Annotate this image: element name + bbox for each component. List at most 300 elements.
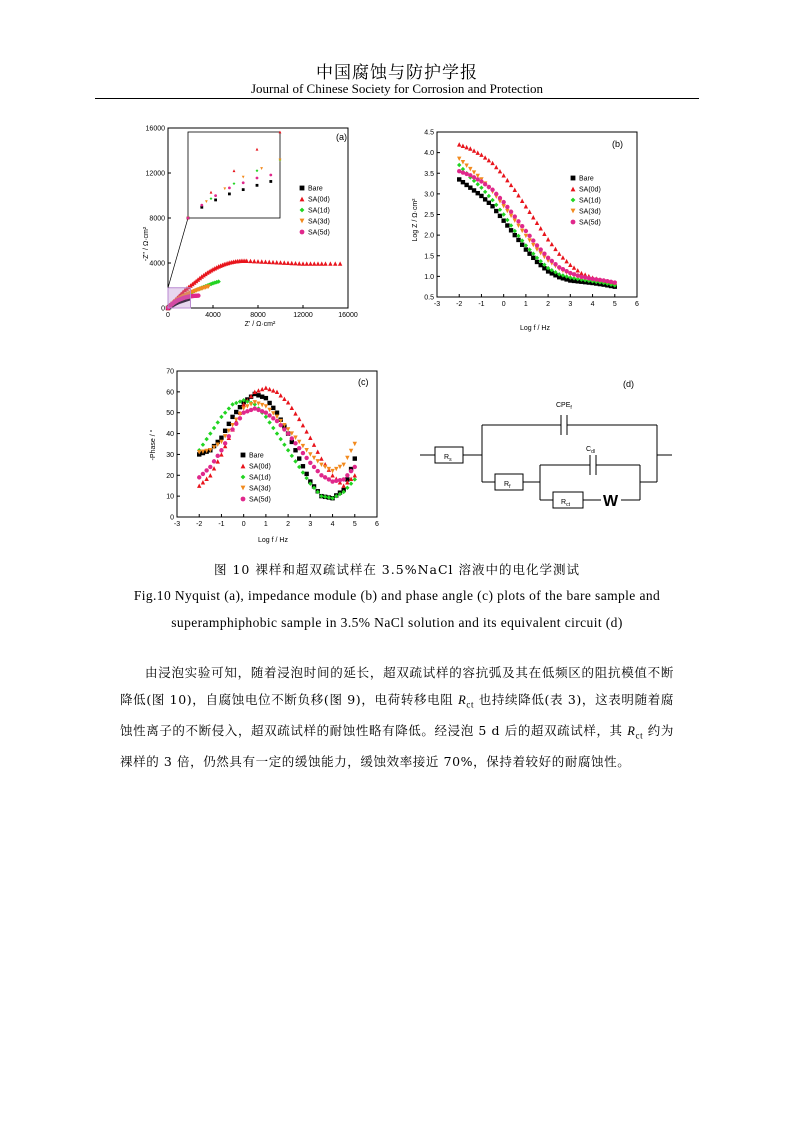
c-point	[308, 436, 312, 440]
b-plot-frame	[437, 132, 637, 297]
a-legend-marker	[300, 197, 305, 202]
c-point	[271, 388, 275, 392]
c-point	[312, 465, 316, 469]
b-point	[531, 243, 535, 247]
a-point	[323, 261, 327, 265]
a-legend-label: Bare	[308, 185, 323, 193]
b-point	[520, 224, 524, 228]
c-point	[286, 448, 290, 452]
a-inset-point	[228, 187, 231, 190]
c-point	[304, 429, 308, 433]
c-point	[227, 406, 231, 410]
a-point	[263, 259, 267, 263]
b-point	[505, 205, 509, 209]
c-point	[308, 452, 312, 456]
c-point	[234, 422, 238, 426]
b-x-tick-label: 5	[612, 301, 617, 308]
c-point	[197, 475, 201, 479]
b-point	[520, 199, 524, 203]
a-point	[248, 259, 252, 263]
b-legend-marker	[571, 220, 576, 225]
c-point	[293, 448, 297, 452]
c-point	[327, 477, 331, 481]
b-point	[498, 214, 502, 218]
a-point	[256, 259, 260, 263]
c-point	[271, 426, 275, 430]
b-point	[513, 218, 517, 222]
rct-label: $R_{ct}$	[561, 499, 570, 508]
c-point	[275, 419, 279, 423]
c-point	[201, 480, 205, 484]
b-x-tick-label: -3	[433, 301, 441, 308]
a-point	[308, 261, 312, 265]
c-point	[338, 465, 342, 469]
b-y-tick-label: 3.5	[424, 170, 434, 178]
c-point	[301, 464, 305, 468]
a-point	[290, 261, 294, 265]
a-x-tick-label: 16000	[338, 312, 358, 319]
b-point	[531, 215, 535, 219]
c-legend-marker	[241, 497, 246, 502]
b-point	[587, 276, 591, 280]
c-point	[345, 473, 349, 477]
c-point	[223, 441, 227, 445]
a-point	[267, 260, 271, 264]
b-point	[583, 275, 587, 279]
c-x-tick-label: 5	[352, 521, 357, 528]
b-point	[487, 158, 491, 162]
b-x-tick-label: -2	[456, 301, 463, 308]
a-inset-point	[256, 177, 259, 180]
c-point	[267, 401, 271, 405]
b-point	[527, 234, 531, 238]
a-y-tick-label: 16000	[145, 125, 165, 133]
c-legend-label: Bare	[249, 452, 264, 460]
c-point	[260, 387, 264, 391]
c-x-tick-label: 1	[263, 521, 268, 528]
c-legend-label: SA(1d)	[249, 474, 271, 482]
b-point	[494, 165, 498, 169]
cdl-label: $C_{dl}$	[586, 446, 595, 455]
c-point	[260, 403, 264, 407]
c-point	[301, 423, 305, 427]
b-point	[472, 175, 476, 179]
body-paragraph	[120, 660, 674, 775]
rct-symbol-2: $R_{ct}$	[627, 723, 644, 740]
c-point	[353, 473, 357, 477]
b-point	[590, 277, 594, 281]
c-point	[204, 468, 208, 472]
c-y-tick-label: 10	[166, 493, 174, 501]
a-legend-marker	[300, 208, 305, 213]
c-point	[319, 456, 323, 460]
warburg-element: W	[603, 493, 619, 510]
b-y-tick-label: 1.5	[424, 253, 434, 261]
b-legend-label: Bare	[579, 175, 594, 183]
c-point	[219, 436, 223, 440]
b-point	[527, 210, 531, 214]
c-point	[279, 437, 283, 441]
b-point	[490, 188, 494, 192]
b-point	[598, 278, 602, 282]
c-point	[223, 429, 227, 433]
b-x-tick-label: 6	[635, 301, 639, 308]
a-inset-point	[214, 194, 217, 197]
b-point	[524, 229, 528, 233]
c-point	[330, 469, 334, 473]
a-x-tick-label: 0	[166, 312, 170, 319]
b-legend-marker	[571, 209, 576, 214]
b-point	[457, 142, 461, 146]
c-point	[316, 449, 320, 453]
c-y-tick-label: 50	[166, 410, 174, 418]
b-point	[553, 262, 557, 266]
b-legend-marker	[571, 176, 576, 181]
b-legend-label: SA(5d)	[579, 219, 601, 227]
b-y-tick-label: 4.5	[424, 129, 434, 137]
b-point	[457, 157, 461, 161]
c-point	[338, 478, 342, 482]
a-y-tick-label: 8000	[149, 215, 165, 223]
c-point	[212, 459, 216, 463]
a-point	[316, 261, 320, 265]
c-point	[271, 416, 275, 420]
c-point	[349, 469, 353, 473]
a-inset-point	[256, 184, 259, 187]
c-point	[234, 401, 238, 405]
c-point	[330, 479, 334, 483]
a-point	[196, 293, 200, 297]
b-point	[542, 232, 546, 236]
c-point	[304, 456, 308, 460]
b-point	[472, 170, 476, 174]
b-legend-label: SA(3d)	[579, 208, 601, 216]
c-point	[256, 388, 260, 392]
b-point	[479, 179, 483, 183]
b-legend-marker	[571, 187, 576, 192]
c-point	[293, 436, 297, 440]
b-point	[468, 146, 472, 150]
a-inset-point	[214, 199, 217, 202]
c-y-tick-label: 30	[166, 451, 174, 459]
c-point	[290, 406, 294, 410]
figure-caption-en: Fig.10 Nyquist (a), impedance module (b) and phase angle (c) plots of the bare sample and superamphiphobic sample in 3.5% NaCl solution and its equivalent circuit (d)	[133, 588, 661, 630]
b-point	[601, 278, 605, 282]
c-point	[245, 404, 249, 408]
c-point	[319, 463, 323, 467]
b-point	[464, 163, 468, 167]
c-legend-label: SA(0d)	[249, 463, 271, 471]
c-point	[216, 454, 220, 458]
c-point	[267, 420, 271, 424]
b-point	[535, 221, 539, 225]
b-y-tick-label: 2.0	[424, 232, 434, 240]
b-point	[479, 185, 483, 189]
b-x-tick-label: 1	[523, 301, 528, 308]
c-point	[279, 423, 283, 427]
b-point	[483, 190, 487, 194]
x-axis-label-c: Log f / Hz	[258, 537, 288, 544]
b-point	[461, 160, 465, 164]
c-point	[290, 436, 294, 440]
c-point	[353, 456, 357, 460]
b-point	[546, 256, 550, 260]
b-point	[490, 204, 494, 208]
b-point	[535, 243, 539, 247]
c-point	[238, 416, 242, 420]
c-point	[208, 465, 212, 469]
b-point	[613, 280, 617, 284]
b-point	[468, 167, 472, 171]
a-point	[297, 261, 301, 265]
c-point	[293, 441, 297, 445]
b-point	[516, 193, 520, 197]
a-point	[278, 260, 282, 264]
c-point	[264, 385, 268, 389]
c-point	[293, 411, 297, 415]
b-x-tick-label: 2	[546, 301, 551, 308]
c-point	[208, 473, 212, 477]
b-point	[516, 238, 520, 242]
x-axis-label-a: Z' / Ω·cm²	[244, 321, 276, 328]
c-point	[304, 472, 308, 476]
c-point	[282, 442, 286, 446]
b-point	[476, 150, 480, 154]
b-point	[479, 152, 483, 156]
c-point	[282, 397, 286, 401]
b-point	[516, 224, 520, 228]
c-point	[282, 427, 286, 431]
c-point	[341, 477, 345, 481]
cpef-label: $CPE_f$	[556, 402, 572, 411]
b-point	[546, 237, 550, 241]
b-point	[579, 275, 583, 279]
c-point	[301, 444, 305, 448]
a-zoom-connector	[168, 218, 188, 288]
rs-label: $R_s$	[444, 454, 452, 463]
b-point	[572, 265, 576, 269]
c-x-tick-label: -1	[218, 521, 225, 528]
b-point	[524, 204, 528, 208]
c-point	[312, 442, 316, 446]
a-y-tick-label: 0	[161, 305, 165, 313]
c-point	[312, 456, 316, 460]
c-point	[230, 427, 234, 431]
b-point	[516, 219, 520, 223]
b-point	[513, 214, 517, 218]
c-point	[323, 475, 327, 479]
b-point	[605, 279, 609, 283]
a-point	[338, 261, 342, 265]
bode-modulus-plot	[405, 120, 645, 335]
c-point	[275, 411, 279, 415]
c-point	[308, 461, 312, 465]
a-legend-label: SA(1d)	[308, 207, 330, 215]
c-point	[327, 467, 331, 471]
rf-label: $R_f$	[504, 481, 511, 490]
c-x-tick-label: 6	[375, 521, 379, 528]
b-point	[501, 173, 505, 177]
c-point	[345, 456, 349, 460]
c-point	[264, 404, 268, 408]
a-legend-label: SA(3d)	[308, 218, 330, 226]
b-point	[501, 200, 505, 204]
b-point	[464, 145, 468, 149]
b-x-tick-label: 0	[501, 301, 506, 308]
equivalent-circuit	[415, 370, 685, 530]
c-point	[297, 456, 301, 460]
c-point	[223, 411, 227, 415]
b-y-tick-label: 0.5	[424, 294, 434, 302]
b-point	[539, 247, 543, 251]
b-point	[483, 155, 487, 159]
c-point	[264, 411, 268, 415]
c-point	[204, 477, 208, 481]
b-point	[494, 209, 498, 213]
body-text-part-3: 约为裸样的 3 倍，仍然具有一定的缓蚀能力，缓蚀效率接近 70%，保持着较好的耐腐蚀性。	[120, 722, 674, 769]
c-point	[201, 442, 205, 446]
b-point	[557, 251, 561, 255]
b-point	[501, 218, 505, 222]
b-x-tick-label: -1	[478, 301, 485, 308]
c-point	[316, 459, 320, 463]
a-point	[301, 261, 305, 265]
b-point	[550, 242, 554, 246]
c-point	[334, 479, 338, 483]
a-point	[260, 259, 264, 263]
c-point	[286, 431, 290, 435]
c-point	[208, 431, 212, 435]
c-point	[316, 469, 320, 473]
b-y-tick-label: 2.5	[424, 212, 434, 219]
a-y-tick-label: 4000	[149, 260, 165, 268]
b-point	[505, 178, 509, 182]
a-inset-point	[242, 181, 245, 184]
b-point	[513, 188, 517, 192]
c-point	[267, 387, 271, 391]
body-text-part-2: 也持续降低(表 3)，这表明随着腐蚀性离子的不断侵入，超双疏试样的耐蚀性略有降低。经浸泡 5 d 后的超双疏试样，其	[120, 691, 674, 738]
a-point	[282, 260, 286, 264]
journal-title-cn: 中国腐蚀与防护学报	[316, 63, 478, 83]
a-point	[293, 261, 297, 265]
a-inset-point	[187, 217, 190, 220]
c-point	[271, 406, 275, 410]
c-legend-marker	[241, 475, 246, 480]
b-point	[609, 280, 613, 284]
b-y-tick-label: 3.0	[424, 191, 434, 199]
y-axis-label-b: Log Z / Ω·cm²	[412, 198, 419, 242]
b-point	[553, 247, 557, 251]
a-inset-point	[269, 174, 272, 177]
b-y-tick-label: 1.0	[424, 273, 434, 281]
b-point	[501, 204, 505, 208]
b-point	[539, 226, 543, 230]
panel-d-label: (d)	[623, 379, 634, 389]
a-point	[320, 261, 324, 265]
c-y-tick-label: 0	[170, 514, 174, 522]
a-inset-point	[228, 193, 231, 196]
b-x-tick-label: 4	[590, 301, 595, 308]
b-point	[531, 238, 535, 242]
c-point	[334, 467, 338, 471]
b-point	[461, 144, 465, 148]
c-point	[323, 465, 327, 469]
figure-caption-cn: 图 10 裸样和超双疏试样在 3.5%NaCl 溶液中的电化学测试	[213, 562, 580, 577]
rct-symbol: $R_{ct}$	[458, 692, 475, 709]
a-legend-label: SA(0d)	[308, 196, 330, 204]
c-x-tick-label: -2	[196, 521, 203, 528]
b-point	[520, 243, 524, 247]
c-point	[227, 422, 231, 426]
a-legend-marker	[300, 219, 305, 224]
a-legend-marker	[300, 186, 305, 191]
c-point	[234, 410, 238, 414]
c-legend-label: SA(5d)	[249, 496, 271, 504]
a-legend-marker	[300, 230, 305, 235]
c-x-tick-label: 0	[241, 521, 246, 528]
c-point	[353, 465, 357, 469]
b-y-tick-label: 4.0	[424, 150, 434, 158]
c-point	[304, 448, 308, 452]
bode-phase-plot	[145, 365, 385, 550]
b-point	[509, 210, 513, 214]
c-point	[297, 417, 301, 421]
c-point	[279, 393, 283, 397]
a-point	[305, 261, 309, 265]
c-point	[230, 415, 234, 419]
c-point	[256, 401, 260, 405]
c-point	[267, 413, 271, 417]
c-point	[286, 400, 290, 404]
a-inset-point	[200, 204, 203, 207]
b-point	[505, 209, 509, 213]
c-point	[301, 451, 305, 455]
a-point	[275, 260, 279, 264]
c-legend-marker	[241, 464, 246, 469]
c-x-tick-label: 3	[308, 521, 313, 528]
c-point	[275, 431, 279, 435]
c-x-tick-label: 2	[286, 521, 291, 528]
c-legend-marker	[241, 453, 246, 458]
b-point	[509, 228, 513, 232]
c-x-tick-label: 4	[330, 521, 335, 528]
a-x-tick-label: 4000	[205, 312, 221, 319]
b-legend-marker	[571, 198, 576, 203]
c-point	[238, 405, 242, 409]
b-point	[509, 183, 513, 187]
y-axis-label-c: -Phase / °	[150, 429, 157, 461]
b-x-tick-label: 3	[568, 301, 573, 308]
a-point	[286, 261, 290, 265]
c-point	[216, 420, 220, 424]
b-point	[498, 169, 502, 173]
c-point	[290, 454, 294, 458]
b-legend-label: SA(0d)	[579, 186, 601, 194]
c-point	[297, 446, 301, 450]
b-point	[494, 192, 498, 196]
c-point	[219, 415, 223, 419]
b-point	[468, 173, 472, 177]
b-point	[594, 277, 598, 281]
a-point	[312, 261, 316, 265]
c-point	[212, 426, 216, 430]
b-point	[513, 233, 517, 237]
c-legend-marker	[241, 486, 246, 491]
nyquist-plot	[120, 120, 360, 335]
c-point	[349, 449, 353, 453]
c-y-tick-label: 40	[166, 431, 174, 439]
b-point	[509, 214, 513, 218]
